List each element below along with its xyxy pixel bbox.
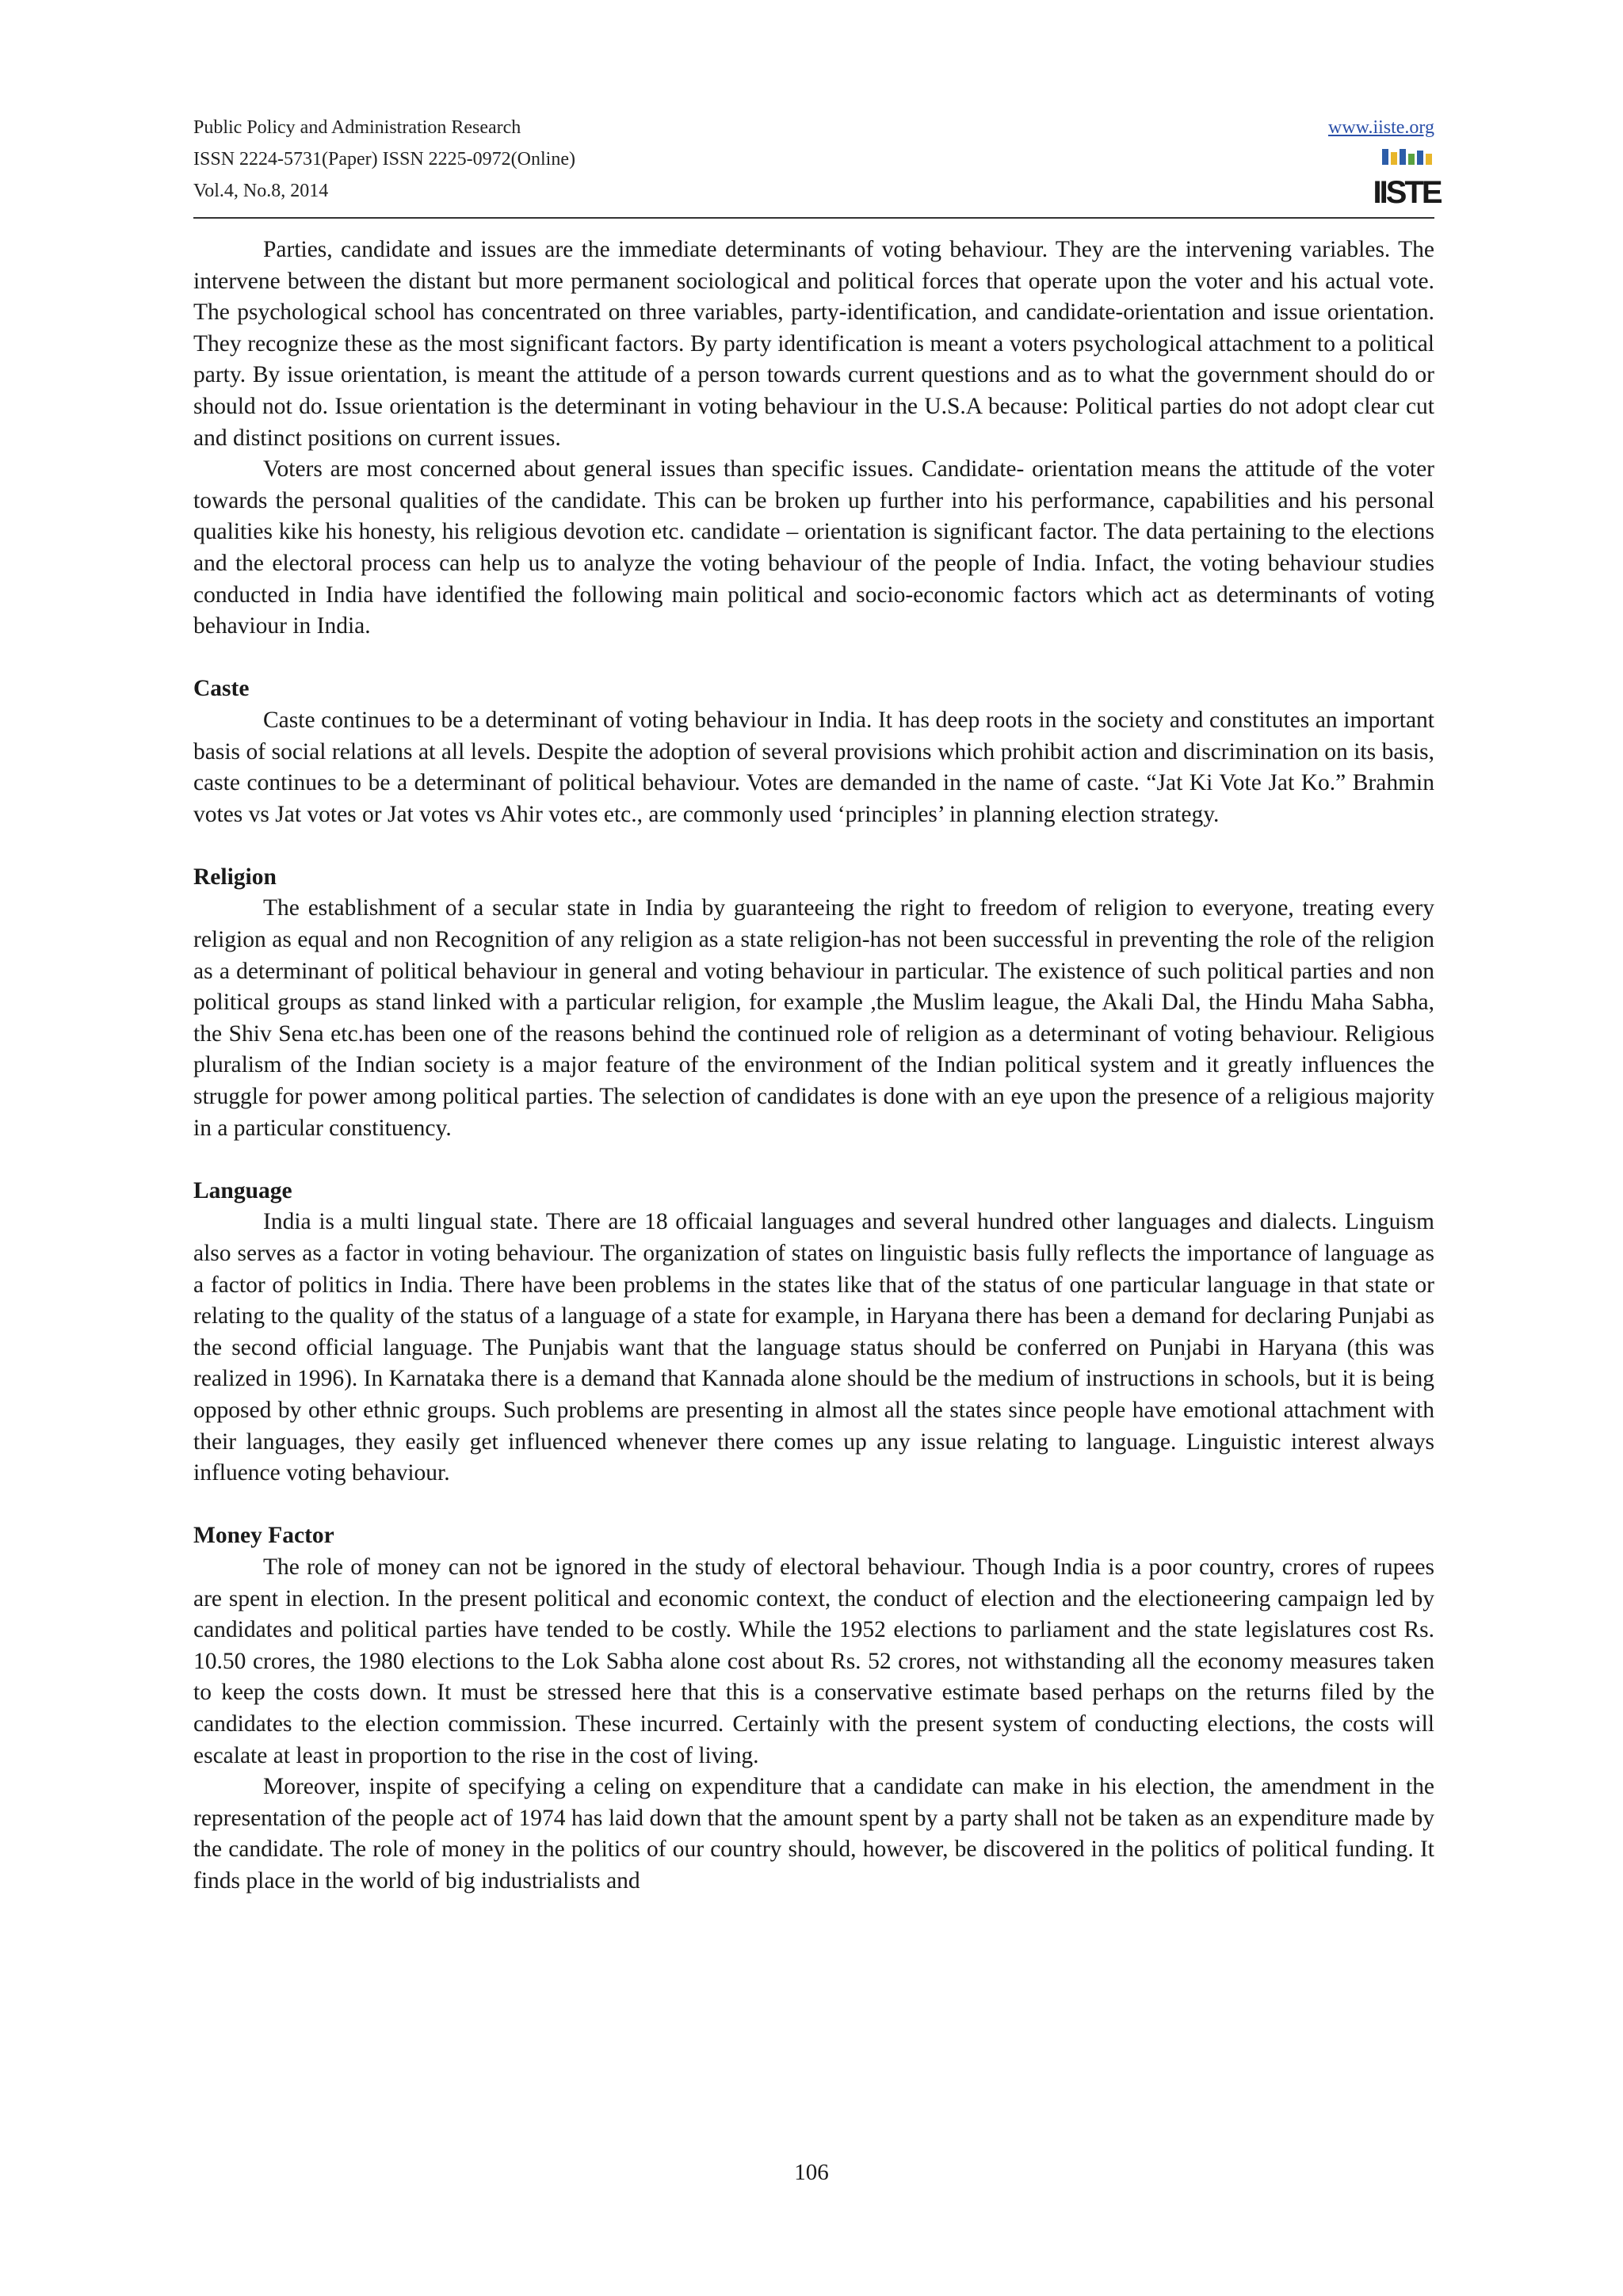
paragraph: The role of money can not be ignored in the study of electoral behaviour. Though India is a poor country, crores of rupees are spent in election. In the present political and economic context, the conduct of election and the electioneering campaign led by candidates and political parties have tended to be costly. While the 1952 elections to parliament and the state legislatures cost Rs. 10.50 crores, the 1980 elections to the Lok Sabha alone cost about Rs. 52 crores, not withstanding all the economy measures taken to keep the costs down. It must be stressed here that this is a conservative estimate based perhaps on the returns filed by the candidates to the election commission. These incurred. Certainly with the present system of conducting elections, the costs will escalate at least in proportion to the rise in the cost of living. [193, 1554, 1434, 1768]
iiste-logo-icon [1373, 149, 1441, 210]
website-link[interactable]: www.iiste.org [1328, 117, 1434, 138]
journal-header [193, 109, 1441, 217]
paragraph: Moreover, inspite of specifying a celing on expenditure that a candidate can make in his election, the amendment in the representation of the people act of 1974 has laid down that the amount spent by a party shall not be taken as an expenditure made by the candidate. The role of money in the politics of our country should, however, be discovered in the politics of political funding. It finds place in the world of big industrialists and [193, 1774, 1434, 1894]
paragraph: India is a multi lingual state. There are 18 officaial languages and several hundred other languages and dialects. Linguism also serves as a factor in voting behaviour. The organization of states on linguistic basis fully reflects the importance of language as a factor of politics in India. There have been problems in the states like that of the status of one particular language in that state or relating to the quality of the status of a language of a state for example, in Haryana there has been a demand for declaring Punjabi as the second official language. The Punjabis want that the language status should be conferred on Punjabi in Haryana (this was realized in 1996). In Karnataka there is a demand that Kannada alone should be the medium of instructions in schools, but it is being opposed by other ethnic groups. Such problems are presenting in almost all the states since people have emotional attachment with their languages, they easily get influenced whenever there comes up any issue relating to language. Linguistic interest always influence voting behaviour. [193, 1209, 1434, 1486]
page-number: 106 [794, 2160, 829, 2185]
section-heading-religion: Religion [193, 864, 277, 890]
journal-issn: ISSN 2224-5731(Paper) ISSN 2225-0972(Online) [193, 149, 575, 170]
section-heading-money-factor: Money Factor [193, 1523, 334, 1549]
article-body [193, 235, 1434, 1897]
header-divider [193, 217, 1434, 219]
paragraph: Voters are most concerned about general issues than specific issues. Candidate- orientation means the attitude of the voter towards the personal qualities of the candidate. This can be broken up further into his performance, capabilities and his personal qualities kike his honesty, his religious devotion etc. candidate – orientation is significant factor. The data pertaining to the elections and the electoral process can help us to analyze the voting behaviour of the people of India. Infact, the voting behaviour studies conducted in India have identified the following main political and socio-economic factors which act as determinants of voting behaviour in India. [193, 456, 1434, 639]
paragraph: Parties, candidate and issues are the immediate determinants of voting behaviour. They are the intervening variables. The intervene between the distant but more permanent sociological and political forces that operate upon the voter and his actual vote. The psychological school has concentrated on three variables, party-identification, and candidate-orientation and issue orientation. They recognize these as the most significant factors. By party identification is meant a voters psychological attachment to a political party. By issue orientation, is meant the attitude of a person towards current questions and as to what the government should do or should not do. Issue orientation is the determinant in voting behaviour in the U.S.A because: Political parties do not adopt clear cut and distinct positions on current issues. [193, 237, 1434, 451]
paragraph: The establishment of a secular state in India by guaranteeing the right to freedom of religion to everyone, treating every religion as equal and non Recognition of any religion as a state religion-has not been successful in preventing the role of the religion as a determinant of political behaviour in general and voting behaviour in particular. The existence of such political parties and non political groups as stand linked with a particular religion, for example ,the Muslim league, the Akali Dal, the Hindu Maha Sabha, the Shiv Sena etc.has been one of the reasons behind the continued role of religion as a determinant of voting behaviour. Religious pluralism of the Indian society is a major feature of the environment of the Indian political system and it greatly influences the struggle for power among political parties. The selection of candidates is done with an eye upon the presence of a religious majority in a particular constituency. [193, 895, 1434, 1141]
journal-volume: Vol.4, No.8, 2014 [193, 181, 329, 201]
section-heading-language: Language [193, 1177, 292, 1203]
journal-title: Public Policy and Administration Research [193, 117, 521, 138]
paragraph: Caste continues to be a determinant of voting behaviour in India. It has deep roots in the society and constitutes an important basis of social relations at all levels. Despite the adoption of several provisions which prohibit action and discrimination on its basis, caste continues to be a determinant of political behaviour. Votes are demanded in the name of caste. “Jat Ki Vote Jat Ko.” Brahmin votes vs Jat votes or Jat votes vs Ahir votes etc., are commonly used ‘principles’ in planning election strategy. [193, 707, 1434, 827]
section-heading-caste: Caste [193, 676, 250, 702]
svg-text:IISTE: IISTE [1373, 175, 1441, 210]
